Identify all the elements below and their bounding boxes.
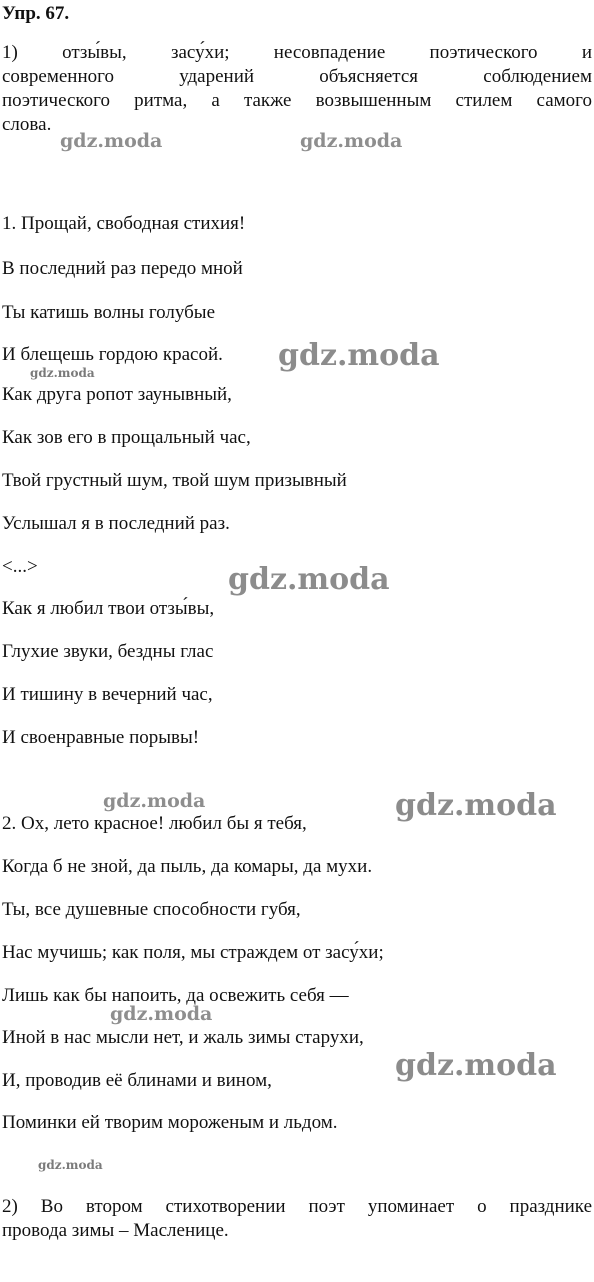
poem2-line: Поминки ей творим мороженым и льдом.: [2, 1112, 338, 1133]
conclusion-line: провода зимы – Масленице.: [2, 1220, 229, 1241]
poem1-line: И своенравные порывы!: [2, 727, 200, 748]
conclusion-line: 2) Во втором стихотворении поэт упоминает о празднике: [2, 1196, 592, 1217]
poem2-line: Когда б не зной, да пыль, да комары, да мухи.: [2, 856, 373, 877]
intro-line: современного ударений объясняется соблюдением: [2, 66, 592, 87]
watermark: gdz.moda: [395, 1048, 557, 1083]
watermark: gdz.moda: [38, 1158, 103, 1172]
conclusion-paragraph: [2, 1195, 592, 1243]
poem1-line: Глухие звуки, бездны глас: [2, 641, 214, 662]
poem1-line: И блещешь гордою красой.: [2, 344, 223, 365]
watermark: gdz.moda: [228, 562, 390, 597]
poem1-line: Как я любил твои отзы́вы,: [2, 598, 215, 619]
poem2-line: Лишь как бы напоить, да освежить себя —: [2, 985, 349, 1006]
poem1-line: Услышал я в последний раз.: [2, 513, 230, 534]
poem1-line: Как зов его в прощальный час,: [2, 427, 251, 448]
watermark: gdz.moda: [278, 338, 440, 373]
ellipsis-marker: <...>: [2, 556, 38, 577]
poem2-line: Ты, все душевные способности губя,: [2, 899, 301, 920]
poem2-line: 2. Ох, лето красное! любил бы я тебя,: [2, 813, 307, 834]
watermark: gdz.moda: [300, 130, 403, 152]
watermark: gdz.moda: [103, 790, 206, 812]
intro-paragraph: [2, 41, 592, 137]
poem1-line: Как друга ропот заунывный,: [2, 384, 232, 405]
poem1-line: 1. Прощай, свободная стихия!: [2, 213, 246, 234]
intro-line: поэтического ритма, а также возвышенным стилем самого: [2, 90, 592, 111]
watermark: gdz.moda: [60, 130, 163, 152]
poem2-line: Иной в нас мысли нет, и жаль зимы старухи,: [2, 1027, 364, 1048]
poem1-line: В последний раз передо мной: [2, 258, 243, 279]
watermark: gdz.moda: [110, 1003, 213, 1025]
intro-line: слова.: [2, 114, 52, 135]
exercise-title: Упр. 67.: [2, 3, 70, 24]
poem1-line: Твой грустный шум, твой шум призывный: [2, 470, 347, 491]
poem1-line: И тишину в вечерний час,: [2, 684, 213, 705]
poem2-line: И, проводив её блинами и вином,: [2, 1070, 272, 1091]
poem2-line: Нас мучишь; как поля, мы страждем от засу́хи;: [2, 942, 384, 963]
watermark: gdz.moda: [395, 788, 557, 823]
watermark: gdz.moda: [30, 366, 95, 380]
intro-line: 1) отзы́вы, засу́хи; несовпадение поэтического и: [2, 42, 592, 63]
poem1-line: Ты катишь волны голубые: [2, 302, 215, 323]
